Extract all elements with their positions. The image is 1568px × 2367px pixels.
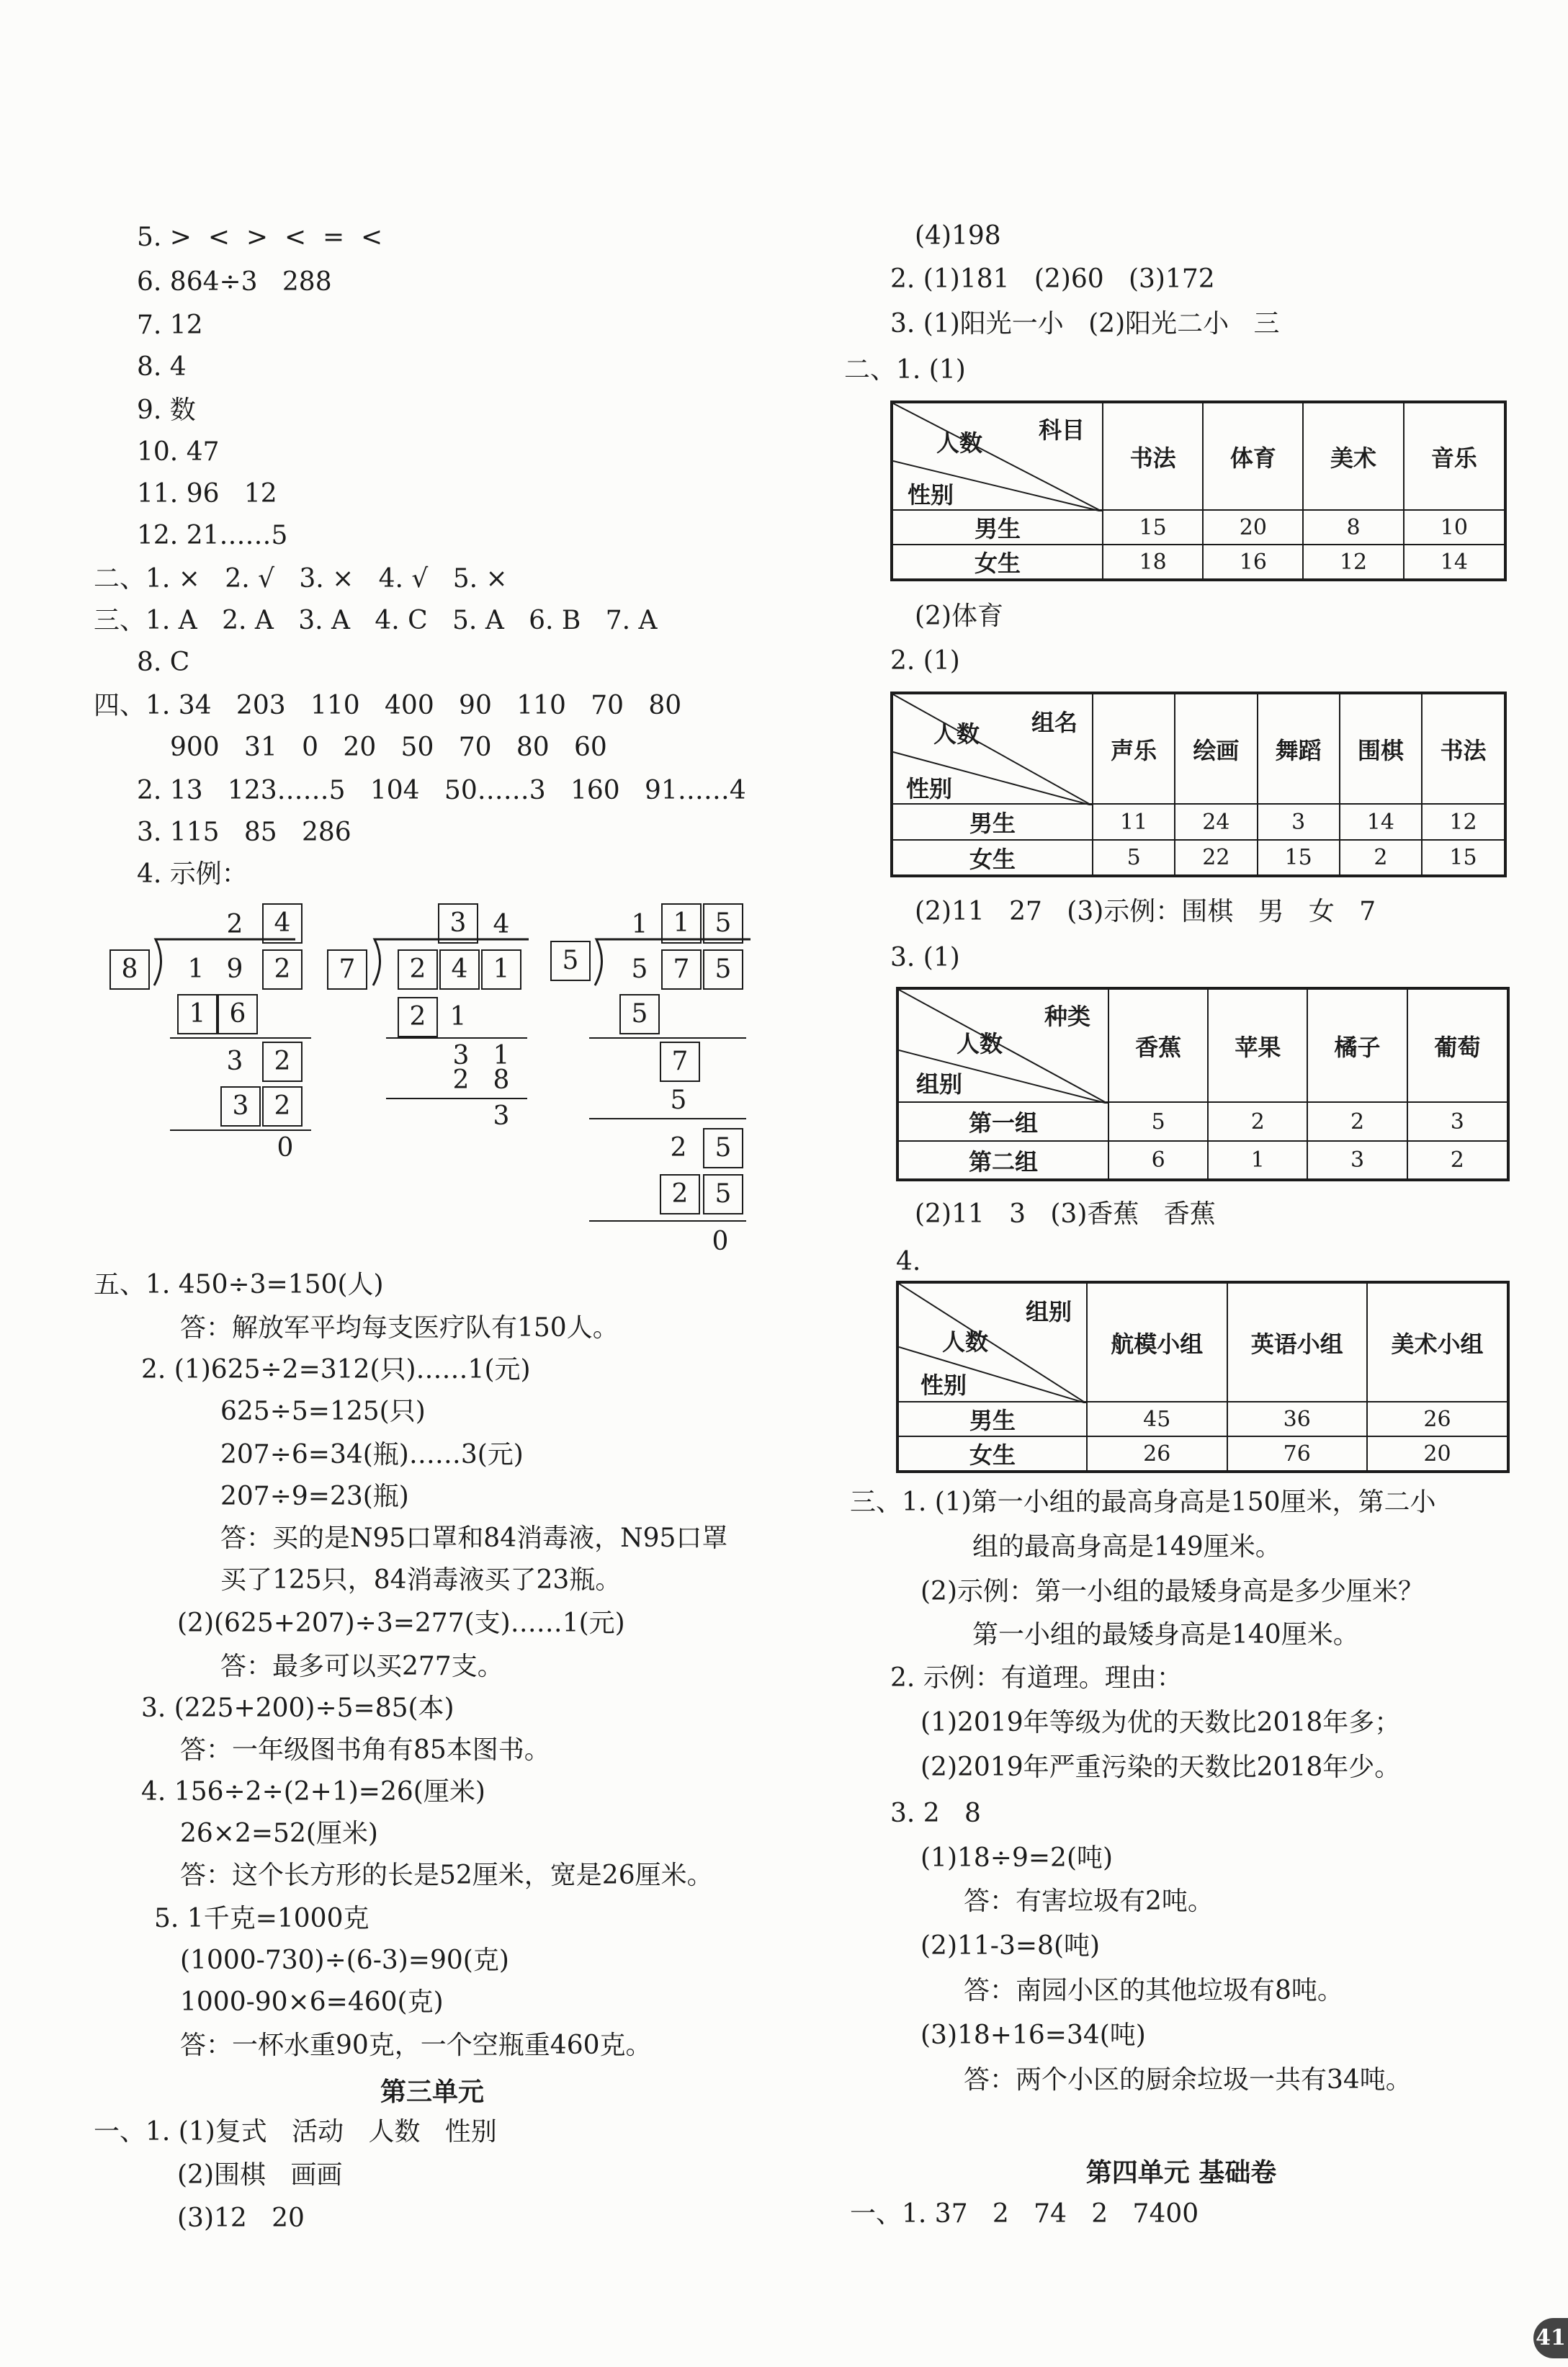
- digit-box: 5: [703, 1128, 743, 1168]
- digit-box: 5: [619, 994, 660, 1034]
- digit: 2: [670, 1133, 687, 1163]
- column-header: 体育: [1203, 402, 1303, 510]
- answer-line: (2)11 27 (3)示例：围棋 男 女 7: [915, 897, 1376, 926]
- digit: 9: [226, 954, 243, 984]
- answer-line: 2. (1)181 (2)60 (3)172: [890, 264, 1215, 294]
- table-cell: 15: [1103, 510, 1203, 545]
- table-cell: 24: [1175, 804, 1257, 840]
- answer-line: 9. 数: [137, 395, 196, 425]
- digit-box: 6: [218, 994, 258, 1034]
- answer-line: (2)示例：第一小组的最矮身高是多少厘米？: [920, 1577, 1424, 1606]
- table-cell: 12: [1303, 545, 1403, 580]
- table-cell: 26: [1087, 1436, 1227, 1472]
- digit-box: 5: [550, 941, 591, 981]
- table-cell: 2: [1340, 840, 1422, 876]
- digit-box: 3: [438, 903, 478, 944]
- digit-box: 2: [660, 1174, 700, 1214]
- table-cell: 20: [1367, 1436, 1508, 1472]
- row-label: 第一组: [897, 1102, 1108, 1141]
- answer-line: (1000-730)÷(6-3)=90(克): [180, 1946, 509, 1975]
- answer-line: 26×2=52(厘米): [180, 1819, 378, 1848]
- stats-table-3: [896, 987, 1510, 1181]
- row-label: 男生: [892, 510, 1103, 545]
- answer-line: 12. 21……5: [137, 521, 288, 550]
- table-cell: 20: [1203, 510, 1303, 545]
- answer-line: 2. 13 123……5 104 50……3 160 91……4: [137, 776, 746, 805]
- digit: 0: [712, 1227, 729, 1256]
- digit: 5: [670, 1086, 687, 1115]
- row-label: 女生: [897, 1436, 1087, 1472]
- table-cell: 11: [1093, 804, 1175, 840]
- digit-box: 1: [481, 949, 521, 990]
- digit-box: 2: [262, 1042, 303, 1082]
- answer-line: 207÷9=23(瓶): [220, 1482, 409, 1511]
- digit-box: 2: [262, 1086, 303, 1127]
- table-cell: 1: [1208, 1141, 1307, 1180]
- column-header: 美术: [1303, 402, 1403, 510]
- answer-line: 三、1. A 2. A 3. A 4. C 5. A 6. B 7. A: [94, 606, 658, 635]
- division-line: [386, 1037, 527, 1039]
- table-cell: 14: [1340, 804, 1422, 840]
- column-header: 声乐: [1093, 693, 1175, 804]
- table-cell: 6: [1108, 1141, 1208, 1180]
- stats-table-1: [890, 401, 1507, 581]
- answer-line: 答：有害垃圾有2吨。: [964, 1887, 1214, 1916]
- header-bottom: 组别: [916, 1070, 963, 1098]
- division-line: [589, 1037, 746, 1039]
- answer-line: 第一小组的最矮身高是140厘米。: [972, 1620, 1359, 1650]
- table-cell: 3: [1407, 1102, 1508, 1141]
- column-header: 香蕉: [1108, 988, 1208, 1102]
- answer-line: 4. 示例：: [137, 859, 248, 889]
- unit-heading: 第四单元 基础卷: [1085, 2158, 1277, 2188]
- table-cell: 16: [1203, 545, 1303, 580]
- diagonal-header: [897, 988, 1108, 1102]
- answer-line: (2)11 3 (3)香蕉 香蕉: [915, 1199, 1216, 1229]
- digit: 3: [493, 1101, 510, 1131]
- stats-table-4: [896, 1281, 1510, 1473]
- answer-line: 2. 示例：有道理。理由：: [890, 1663, 1183, 1693]
- table-cell: 2: [1407, 1141, 1508, 1180]
- digit-box: 8: [109, 949, 150, 990]
- table-cell: 18: [1103, 545, 1203, 580]
- header-top: 科目: [1038, 416, 1085, 444]
- digit: 8: [493, 1065, 510, 1095]
- division-line: [589, 1220, 746, 1222]
- answer-line: 10. 47: [137, 437, 220, 467]
- answer-line: (1)18÷9=2(吨): [920, 1843, 1114, 1873]
- column-header: 书法: [1422, 693, 1505, 804]
- answer-line: 答：解放军平均每支医疗队有150人。: [180, 1313, 619, 1343]
- digit-box: 4: [439, 949, 480, 990]
- answer-line: 二、1. × 2. √ 3. × 4. √ 5. ×: [94, 564, 508, 594]
- answer-line: 买了125只，84消毒液买了23瓶。: [220, 1565, 622, 1595]
- stats-table-2: [890, 692, 1507, 877]
- answer-line: 3. (1): [890, 943, 960, 972]
- digit-box: 5: [703, 903, 743, 944]
- answer-line: 答：两个小区的厨余垃圾一共有34吨。: [964, 2065, 1412, 2095]
- digit: 1: [187, 954, 205, 984]
- table-cell: 5: [1093, 840, 1175, 876]
- header-mid: 人数: [936, 429, 983, 457]
- answer-line: 答：这个长方形的长是52厘米，宽是26厘米。: [180, 1861, 713, 1890]
- answer-line: 答：最多可以买277支。: [220, 1652, 503, 1681]
- row-label: 男生: [892, 804, 1093, 840]
- table-cell: 76: [1227, 1436, 1368, 1472]
- answer-line: 2. (1): [890, 646, 960, 676]
- answer-line: 1000-90×6=460(克): [180, 1987, 444, 2017]
- answer-line: 5. 1千克=1000克: [154, 1904, 369, 1933]
- answer-line: 答：一杯水重90克，一个空瓶重460克。: [180, 2031, 652, 2060]
- digit-box: 2: [262, 949, 303, 990]
- header-bottom: 性别: [908, 481, 954, 509]
- digit: 3: [226, 1047, 243, 1076]
- diagonal-header: [892, 402, 1103, 510]
- answer-line: 组的最高身高是149厘米。: [972, 1532, 1281, 1562]
- table-cell: 3: [1258, 804, 1340, 840]
- answer-line: (3)18+16=34(吨): [920, 2021, 1146, 2050]
- column-header: 英语小组: [1227, 1282, 1368, 1402]
- row-label: 第二组: [897, 1141, 1108, 1180]
- answer-line: 3. 2 8: [890, 1799, 981, 1828]
- digit: 1: [449, 1002, 467, 1032]
- digit-box: 3: [220, 1086, 261, 1127]
- digit: 1: [493, 1041, 510, 1070]
- column-header: 围棋: [1340, 693, 1422, 804]
- column-header: 书法: [1103, 402, 1203, 510]
- table-cell: 2: [1208, 1102, 1307, 1141]
- column-header: 音乐: [1404, 402, 1505, 510]
- division-line: [170, 1129, 311, 1131]
- header-bottom: 性别: [906, 775, 953, 802]
- digit: 0: [277, 1133, 294, 1163]
- answer-line: 207÷6=34(瓶)……3(元): [220, 1440, 524, 1469]
- digit-box: 1: [177, 994, 218, 1034]
- row-label: 女生: [892, 840, 1093, 876]
- digit-box: 5: [703, 1174, 743, 1214]
- header-top: 组名: [1031, 709, 1078, 736]
- answer-line: (2)(625+207)÷3=277(支)……1(元): [177, 1608, 625, 1638]
- digit: 1: [631, 910, 648, 939]
- answer-line: 二、1. (1): [844, 355, 966, 385]
- division-line: [589, 1118, 746, 1119]
- column-header: 橘子: [1307, 988, 1407, 1102]
- header-top: 种类: [1044, 1003, 1090, 1030]
- column-header: 葡萄: [1407, 988, 1508, 1102]
- table-cell: 45: [1087, 1402, 1227, 1436]
- digit-box: 1: [661, 903, 702, 944]
- digit: 3: [452, 1041, 470, 1070]
- digit-box: 4: [262, 903, 303, 944]
- header-bottom: 性别: [920, 1372, 967, 1399]
- answer-line: 4.: [896, 1247, 921, 1276]
- answer-line: (3)12 20: [177, 2203, 305, 2233]
- diagonal-header: [892, 693, 1093, 804]
- page-number: 41: [1533, 2318, 1568, 2358]
- answer-line: (2)11-3=8(吨): [920, 1931, 1101, 1961]
- unit-heading: 第三单元: [380, 2077, 484, 2107]
- column-header: 美术小组: [1367, 1282, 1508, 1402]
- division-line: [386, 1098, 527, 1099]
- row-label: 女生: [892, 545, 1103, 580]
- answer-line: 四、1. 34 203 110 400 90 110 70 80: [94, 691, 682, 720]
- table-cell: 36: [1227, 1402, 1368, 1436]
- table-cell: 14: [1404, 545, 1505, 580]
- answer-line: 2. (1)625÷2=312(只)……1(元): [141, 1355, 531, 1384]
- answer-line: (2)2019年严重污染的天数比2018年少。: [920, 1753, 1401, 1782]
- digit-box: 7: [661, 949, 702, 990]
- table-cell: 15: [1258, 840, 1340, 876]
- answer-line: 3. 115 85 286: [137, 818, 351, 847]
- digit-box: 5: [703, 949, 743, 990]
- answer-line: (2)围棋 画画: [177, 2160, 343, 2190]
- table-cell: 26: [1367, 1402, 1508, 1436]
- answer-line: 4. 156÷2÷(2+1)=26(厘米): [141, 1777, 485, 1807]
- digit: 2: [226, 910, 243, 939]
- diagonal-header: [897, 1282, 1087, 1402]
- answer-line: 3. (225+200)÷5=85(本): [141, 1693, 454, 1723]
- table-cell: 8: [1303, 510, 1403, 545]
- answer-line: 625÷5=125(只): [220, 1397, 426, 1426]
- answer-line: 7. 12: [137, 310, 203, 340]
- answer-line: (1)2019年等级为优的天数比2018年多；: [920, 1708, 1401, 1737]
- table-cell: 10: [1404, 510, 1505, 545]
- digit-box: 7: [327, 949, 367, 990]
- table-cell: 15: [1422, 840, 1505, 876]
- answer-line: (2)体育: [915, 601, 1003, 631]
- header-mid: 人数: [933, 720, 980, 748]
- answer-line: 8. 4: [137, 352, 187, 382]
- table-cell: 2: [1307, 1102, 1407, 1141]
- table-cell: 12: [1422, 804, 1505, 840]
- answer-line: 11. 96 12: [137, 479, 277, 509]
- column-header: 苹果: [1208, 988, 1307, 1102]
- answer-line: 五、1. 450÷3=150(人): [94, 1270, 384, 1299]
- answer-line: 6. 864÷3 288: [137, 267, 332, 297]
- answer-line: 3. (1)阳光一小 (2)阳光二小 三: [890, 309, 1280, 339]
- digit-box: 7: [660, 1042, 700, 1082]
- digit: 4: [493, 910, 510, 939]
- digit-box: 2: [398, 997, 438, 1037]
- digit: 5: [631, 954, 648, 984]
- digit-box: 2: [398, 949, 438, 990]
- row-label: 男生: [897, 1402, 1087, 1436]
- answer-line: 一、1. (1)复式 活动 人数 性别: [94, 2117, 497, 2147]
- table-cell: 5: [1108, 1102, 1208, 1141]
- answer-line: (4)198: [915, 221, 1001, 251]
- header-mid: 人数: [957, 1030, 1003, 1057]
- column-header: 舞蹈: [1258, 693, 1340, 804]
- answer-line: 一、1. 37 2 74 2 7400: [850, 2199, 1199, 2229]
- header-mid: 人数: [942, 1328, 989, 1356]
- answer-line: 8. C: [137, 648, 190, 677]
- table-cell: 22: [1175, 840, 1257, 876]
- table-cell: 3: [1307, 1141, 1407, 1180]
- answer-line: 答：买的是N95口罩和84消毒液，N95口罩: [220, 1523, 728, 1553]
- column-header: 航模小组: [1087, 1282, 1227, 1402]
- answer-line: 答：一年级图书角有85本图书。: [180, 1735, 550, 1765]
- answer-line: 900 31 0 20 50 70 80 60: [170, 733, 607, 762]
- division-line: [170, 1037, 311, 1039]
- digit: 2: [452, 1065, 470, 1095]
- answer-line: 三、1. (1)第一小组的最高身高是150厘米，第二小: [850, 1487, 1436, 1517]
- column-header: 绘画: [1175, 693, 1257, 804]
- answer-line: 答：南园小区的其他垃圾有8吨。: [964, 1976, 1343, 2005]
- header-top: 组别: [1025, 1298, 1072, 1325]
- answer-line: 5. > < > < = <: [137, 223, 383, 252]
